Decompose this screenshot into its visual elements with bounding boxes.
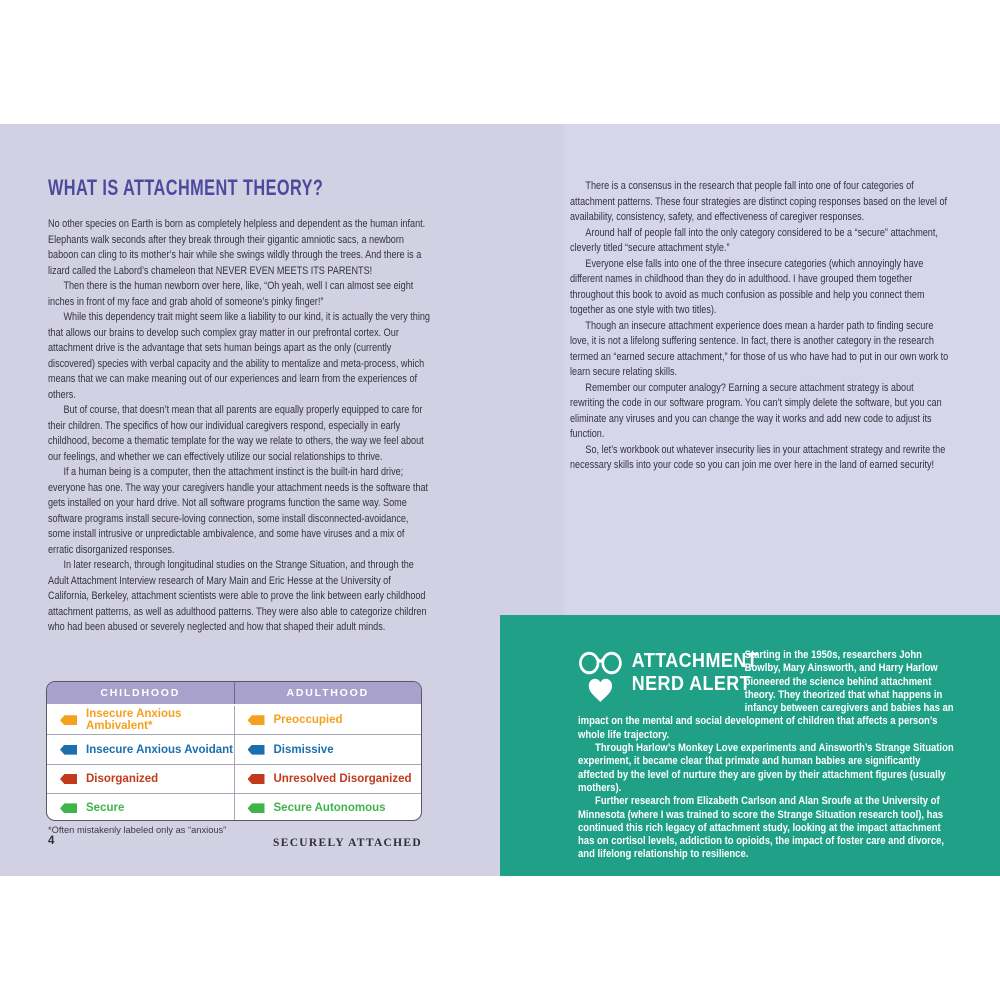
nerd-alert-box — [500, 615, 1000, 876]
nerd-alert-content — [578, 649, 954, 862]
nerd-alert-paragraph: Through Harlow’s Monkey Love experiments and Ainsworth’s Strange Situation experiment, it became clear that primate and human babies are significantly affected by the level of nurture they are given by their attachment figures (usually mothers). — [578, 742, 954, 794]
attachment-style-label: Dismissive — [273, 743, 334, 756]
tag-icon — [248, 803, 265, 813]
attachment-styles-table — [46, 681, 422, 821]
table-header-adulthood: ADULTHOOD — [234, 682, 422, 704]
attachment-style-label: Secure — [86, 802, 125, 815]
attachment-style-label: Insecure Anxious Ambivalent* — [86, 708, 182, 733]
table-cell-childhood — [47, 765, 234, 793]
body-paragraph: Though an insecure attachment experience does mean a harder path to finding secure love, it is not a lifelong suffering sentence. In fact, there is another category in the research termed an “earned secure attachment,” for those of us who have had to put in our own work to learn secure relating skills. — [570, 319, 949, 378]
body-paragraph: Around half of people fall into the only category considered to be a “secure” attachment, cleverly titled “secure attachment style.” — [570, 226, 938, 254]
table-footnote: *Often mistakenly labeled only as “anxious” — [48, 825, 227, 835]
page-spread — [0, 124, 1000, 876]
running-footer: SECURELY ATTACHED — [273, 837, 422, 849]
body-paragraph: Remember our computer analogy? Earning a secure attachment strategy is about rewriting the code in our software program. You can’t simply delete the software, but you can eliminate any viruses and you can change the way it works and add new code to adjust its function. — [570, 381, 942, 440]
body-paragraph: In later research, through longitudinal studies on the Strange Situation, and through the Adult Attachment Interview research of Mary Main and Eric Hesse at the University of California, Berkeley, attachment scientists were able to prove the link between early childhood attachment patterns, as well as adulthood patterns. They were also able to categorize children who had been abused or severely neglected and how that shaped their adult minds. — [48, 559, 427, 633]
left-body-text — [48, 217, 430, 636]
page-title: WHAT IS ATTACHMENT THEORY? — [48, 175, 324, 200]
attachment-style-label: Secure Autonomous — [273, 802, 386, 815]
glasses-heart-icon — [578, 650, 623, 706]
tag-icon — [60, 715, 77, 725]
table-cell-adulthood — [234, 794, 422, 821]
table-cell-childhood — [47, 706, 234, 734]
body-paragraph: If a human being is a computer, then the attachment instinct is the built-in hard drive; everyone has one. The way your caregivers handle your attachment needs is the software that gets installed on your hard drive. Not all software programs function the same way. Some software programs install secure-loving connection, some install disconnected-avoidance, some install intrusive or unpredictable ambivalence, and some have viruses and a mix of erratic disorganized responses. — [48, 466, 429, 556]
attachment-style-label: Disorganized — [86, 772, 159, 785]
body-paragraph: No other species on Earth is born as completely helpless and dependent as the human infant. Elephants walk seconds after they break through their gigantic amniotic sacs, a newborn baboon can cling to its mother’s hair while she swings wildly through the trees. And there is a lizard called the Labord’s chameleon that NEVER EVEN MEETS ITS PARENTS! — [48, 218, 426, 277]
table-row — [47, 734, 421, 763]
table-cell-adulthood — [234, 735, 422, 763]
body-paragraph: But of course, that doesn’t mean that all parents are equally properly equipped to care for their children. The specifics of how our individual caregivers respond, especially in early childhood, become a thematic template for the way we relate to others, the way we feel about our feelings, and whether we can effectively utilize our social relationships to thrive. — [48, 404, 424, 463]
body-paragraph: Then there is the human newborn over here, like, “Oh yeah, well I can almost see eight inches in front of my face and grab ahold of someone’s pinky finger!” — [48, 280, 414, 308]
tag-icon — [60, 774, 77, 784]
attachment-style-label: Unresolved Disorganized — [273, 772, 412, 785]
table-row — [47, 706, 421, 734]
nerd-alert-title — [632, 649, 758, 696]
table-cell-childhood — [47, 794, 234, 821]
nerd-alert-header — [578, 649, 759, 701]
table-cell-adulthood — [234, 706, 422, 734]
tag-icon — [248, 715, 265, 725]
tag-icon — [60, 745, 77, 755]
table-cell-childhood — [47, 735, 234, 763]
tag-icon — [248, 774, 265, 784]
tag-icon — [60, 803, 77, 813]
body-paragraph: There is a consensus in the research that people fall into one of four categories of attachment patterns. These four strategies are distinct coping responses based on the level of availability, consistency, safety, and effectiveness of caregiver responses. — [570, 180, 948, 223]
body-paragraph: Everyone else falls into one of the three insecure categories (which annoyingly have different names in childhood than they do in adulthood. I have grouped them together throughout this book to avoid as much confusion as possible and help you connect them together as one style with two titles). — [570, 257, 925, 316]
body-paragraph: So, let’s workbook out whatever insecurity lies in your attachment strategy and rewrite the necessary skills into your code so you can join me over here in the land of earned security! — [570, 443, 946, 471]
page-number: 4 — [48, 835, 55, 847]
nerd-alert-paragraph: Further research from Elizabeth Carlson and Alan Sroufe at the University of Minnesota (where I was trained to score the Strange Situation research tool), has continued this rich legacy of attachment study, looking at the impact attachment has on cortisol levels, addiction to opioids, the impact of foster care and divorce, and lifelong relationship to resilience. — [578, 795, 945, 861]
table-row — [47, 793, 421, 821]
table-header-row — [47, 682, 421, 706]
table-header-childhood: CHILDHOOD — [100, 687, 181, 699]
nerd-alert-title-line1: ATTACHMENT — [631, 650, 759, 672]
attachment-style-label: Preoccupied — [273, 714, 343, 727]
nerd-alert-title-line2: NERD ALERT — [631, 673, 752, 695]
attachment-style-label: Insecure Anxious Avoidant — [86, 743, 233, 756]
table-row — [47, 764, 421, 793]
right-body-text — [570, 179, 950, 474]
nerd-alert-paragraph: Starting in the 1950s, researchers John Bowlby, Mary Ainsworth, and Harry Harlow pioneered the science behind attachment theory. They theorized that what happens in infancy between caregivers and babies has an impact on the mental and social development of children that affects a person’s whole life trajectory. — [578, 649, 954, 741]
tag-icon — [248, 745, 265, 755]
body-paragraph: While this dependency trait might seem like a liability to our kind, it is actually the very thing that allows our brains to develop such complex gray matter in our prefrontal cortex. Our attachment drive is the advantage that sets human beings apart as the only (currently discovered) species with verbal capacity and the ability to mentalize and meta-process, which means that we can make meaning out of our experiences and learn from the experiences of others. — [48, 311, 430, 401]
table-cell-adulthood — [234, 765, 422, 793]
